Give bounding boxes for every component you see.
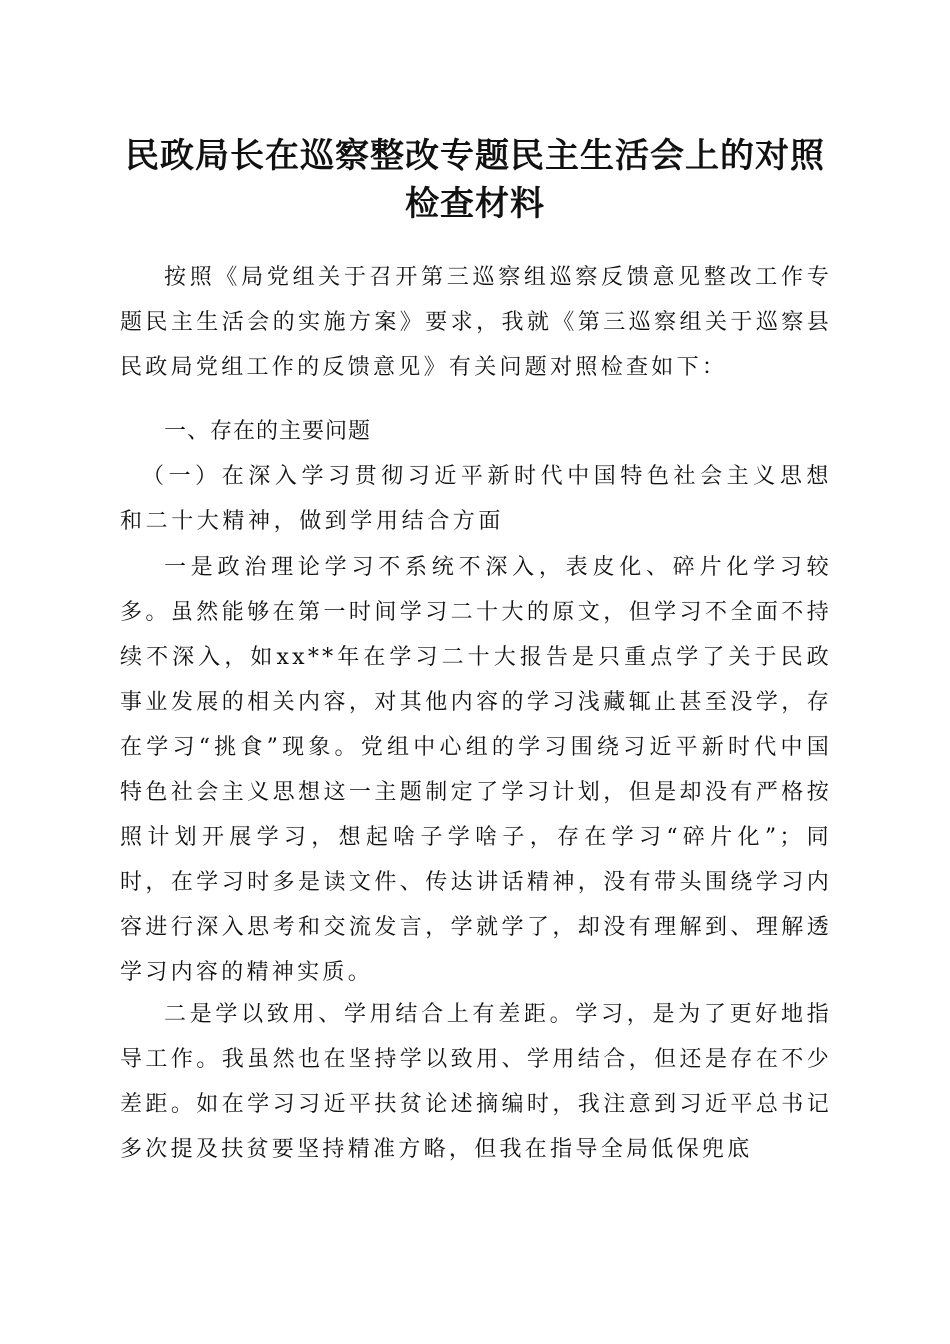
paragraph-point-one: 一是政治理论学习不系统不深入，表皮化、碎片化学习较多。虽然能够在第一时间学习二十大的原文，但学习不全面不持续不深入，如xx**年在学习二十大报告是只重点学了关于民政事业发展的相关内容，对其他内容的学习浅藏辄止甚至没学，存在学习“挑食”现象。党组中心组的学习围绕习近平新时代中国特色社会主义思想这一主题制定了学习计划，但是却没有严格按照计划开展学习，想起啥子学啥子，存在学习“碎片化”；同时，在学习时多是读文件、传达讲话精神，没有带头围绕学习内容进行深入思考和交流发言，学就学了，却没有理解到、理解透学习内容的精神实质。 [120,555,832,985]
document-title [100,132,850,228]
title-line-1: 民政局长在巡察整改专题民主生活会上的对照 [125,136,825,176]
subsection-heading-1: （一）在深入学习贯彻习近平新时代中国特色社会主义思想和二十大精神，做到学用结合方面 [120,464,832,534]
paragraph-point-two: 二是学以致用、学用结合上有差距。学习，是为了更好地指导工作。我虽然也在坚持学以致用、学用结合，但还是存在不少差距。如在学习习近平扶贫论述摘编时，我注意到习近平总书记多次提及扶贫要坚持精准方略，但我在指导全局低保兜底 [120,1002,832,1162]
section-heading-main-problems: 一、存在的主要问题 [164,419,372,444]
title-line-2: 检查材料 [405,184,545,224]
intro-paragraph: 按照《局党组关于召开第三巡察组巡察反馈意见整改工作专题民主生活会的实施方案》要求，我就《第三巡察组关于巡察县民政局党组工作的反馈意见》有关问题对照检查如下： [120,265,832,380]
